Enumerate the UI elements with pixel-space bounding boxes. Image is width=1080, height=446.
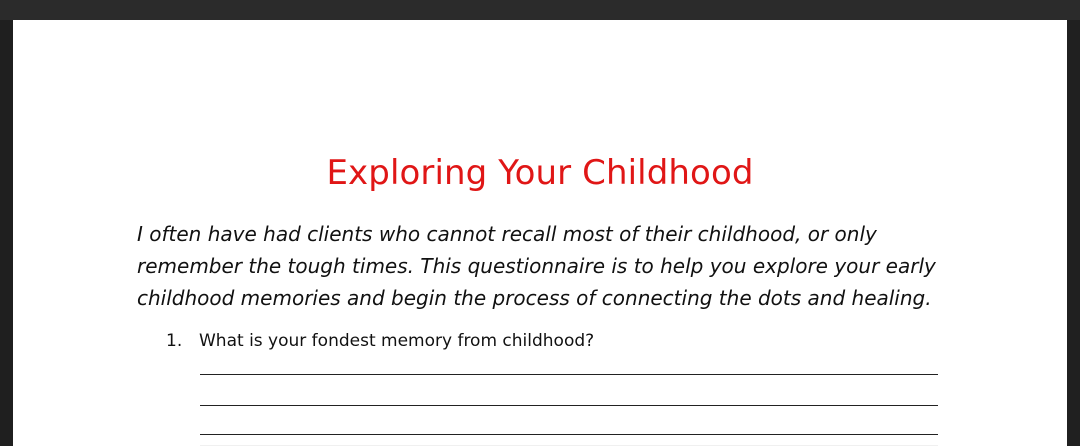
- intro-line: I often have had clients who cannot recall most of their childhood, or only: [137, 222, 877, 246]
- viewer-left-edge: [0, 20, 13, 446]
- answer-line: [200, 405, 938, 406]
- intro-line: remember the tough times. This questionnaire is to help you explore your early: [137, 254, 936, 278]
- answer-line: [200, 434, 938, 435]
- intro-paragraph: [137, 218, 997, 314]
- viewer-top-strip: [0, 0, 1080, 20]
- answer-line: [200, 374, 938, 375]
- question-number: 1.: [166, 331, 183, 351]
- document-title: Exploring Your Childhood: [326, 153, 754, 193]
- question-text: What is your fondest memory from childhood?: [199, 331, 595, 351]
- viewer-right-edge: [1067, 20, 1080, 446]
- document-page: [13, 20, 1067, 446]
- intro-line: childhood memories and begin the process of connecting the dots and healing.: [137, 286, 932, 310]
- question-item: [166, 327, 926, 355]
